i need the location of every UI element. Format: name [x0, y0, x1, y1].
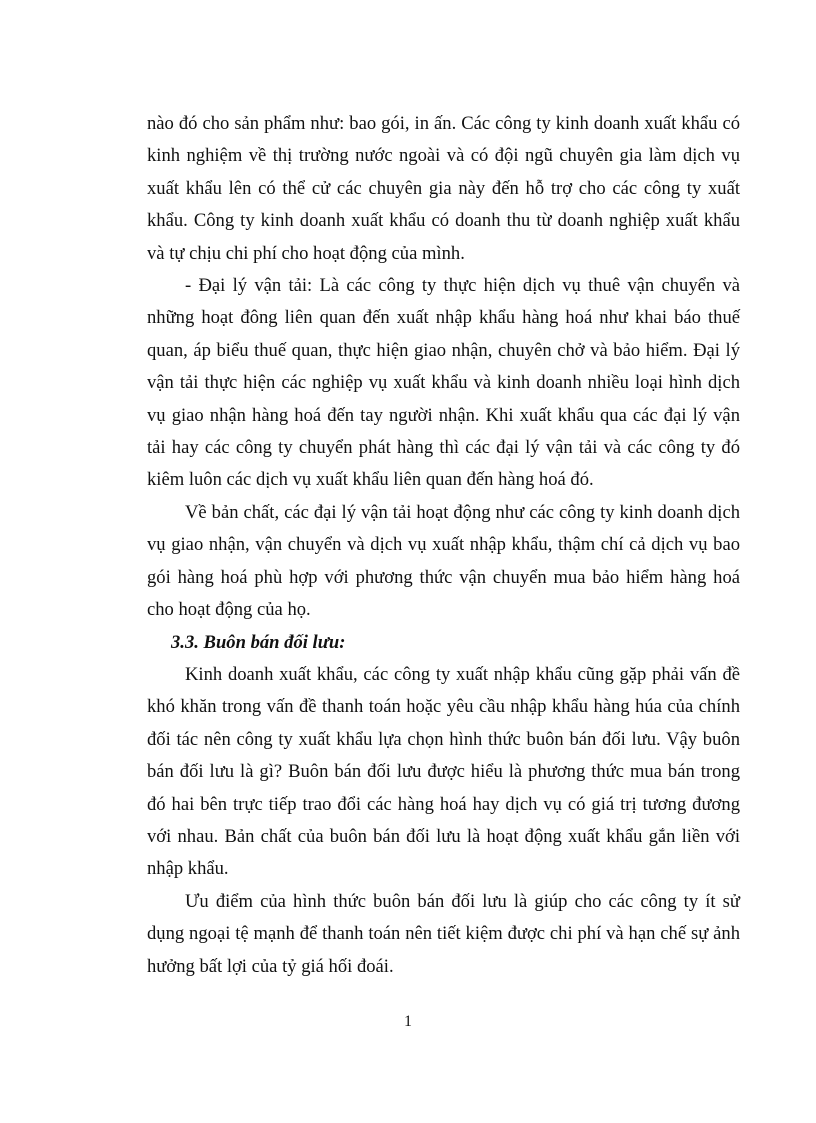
paragraph-nature-of-agents: Về bản chất, các đại lý vận tải hoạt động như các công ty kinh doanh dịch vụ giao nhận, vận chuyển và dịch vụ xuất nhập khẩu, thậm chí cả dịch vụ bao gói hàng hoá phù hợp với phương thức vận chuyển mua bảo hiểm hàng hoá cho hoạt động của họ.	[147, 501, 740, 621]
paragraph-transport-agent: - Đại lý vận tải: Là các công ty thực hiện dịch vụ thuê vận chuyển và những hoạt đông liên quan đến xuất nhập khẩu hàng hoá như khai báo thuế quan, áp biểu thuế quan, thực hiện giao nhận, chuyên chở và bảo hiểm. Đại lý vận tải thực hiện các nghiệp vụ xuất khẩu và kinh doanh nhiều loại hình dịch vụ giao nhận hàng hoá đến tay người nhận. Khi xuất khẩu qua các đại lý vận tải hay các công ty chuyển phát hàng thì các đại lý vận tải và các công ty đó kiêm luôn các dịch vụ xuất khẩu liên quan đến hàng hoá đó.	[147, 275, 740, 491]
paragraph-countertrade-advantages: Ưu điểm của hình thức buôn bán đối lưu là giúp cho các công ty ít sử dụng ngoại tệ mạnh để thanh toán nên tiết kiệm được chi phí và hạn chế sự ảnh hưởng bất lợi của tỷ giá hối đoái.	[147, 890, 740, 977]
page-number: 1	[404, 1013, 412, 1030]
section-heading: 3.3. Buôn bán đối lưu:	[171, 631, 346, 653]
document-body	[147, 108, 740, 983]
paragraph-countertrade-definition: Kinh doanh xuất khẩu, các công ty xuất nhập khẩu cũng gặp phải vấn đề khó khăn trong vấn đề thanh toán hoặc yêu cầu nhập khẩu hàng húa của chính đối tác nên công ty xuất khẩu lựa chọn hình thức buôn bán đối lưu. Vậy buôn bán đối lưu là gì? Buôn bán đối lưu được hiểu là phương thức mua bán trong đó hai bên trực tiếp trao đổi các hàng hoá hay dịch vụ có giá trị tương đương với nhau. Bản chất của buôn bán đối lưu là hoạt động xuất khẩu gắn liền với nhập khẩu.	[147, 663, 740, 880]
paragraph-continuation: nào đó cho sản phẩm như: bao gói, in ấn. Các công ty kinh doanh xuất khẩu có kinh nghiệm về thị trường nước ngoài và có đội ngũ chuyên gia làm dịch vụ xuất khẩu lên có thể cử các chuyên gia này đến hỗ trợ cho các công ty xuất khẩu. Công ty kinh doanh xuất khẩu có doanh thu từ doanh nghiệp xuất khẩu và tự chịu chi phí cho hoạt động của mình.	[147, 113, 740, 264]
